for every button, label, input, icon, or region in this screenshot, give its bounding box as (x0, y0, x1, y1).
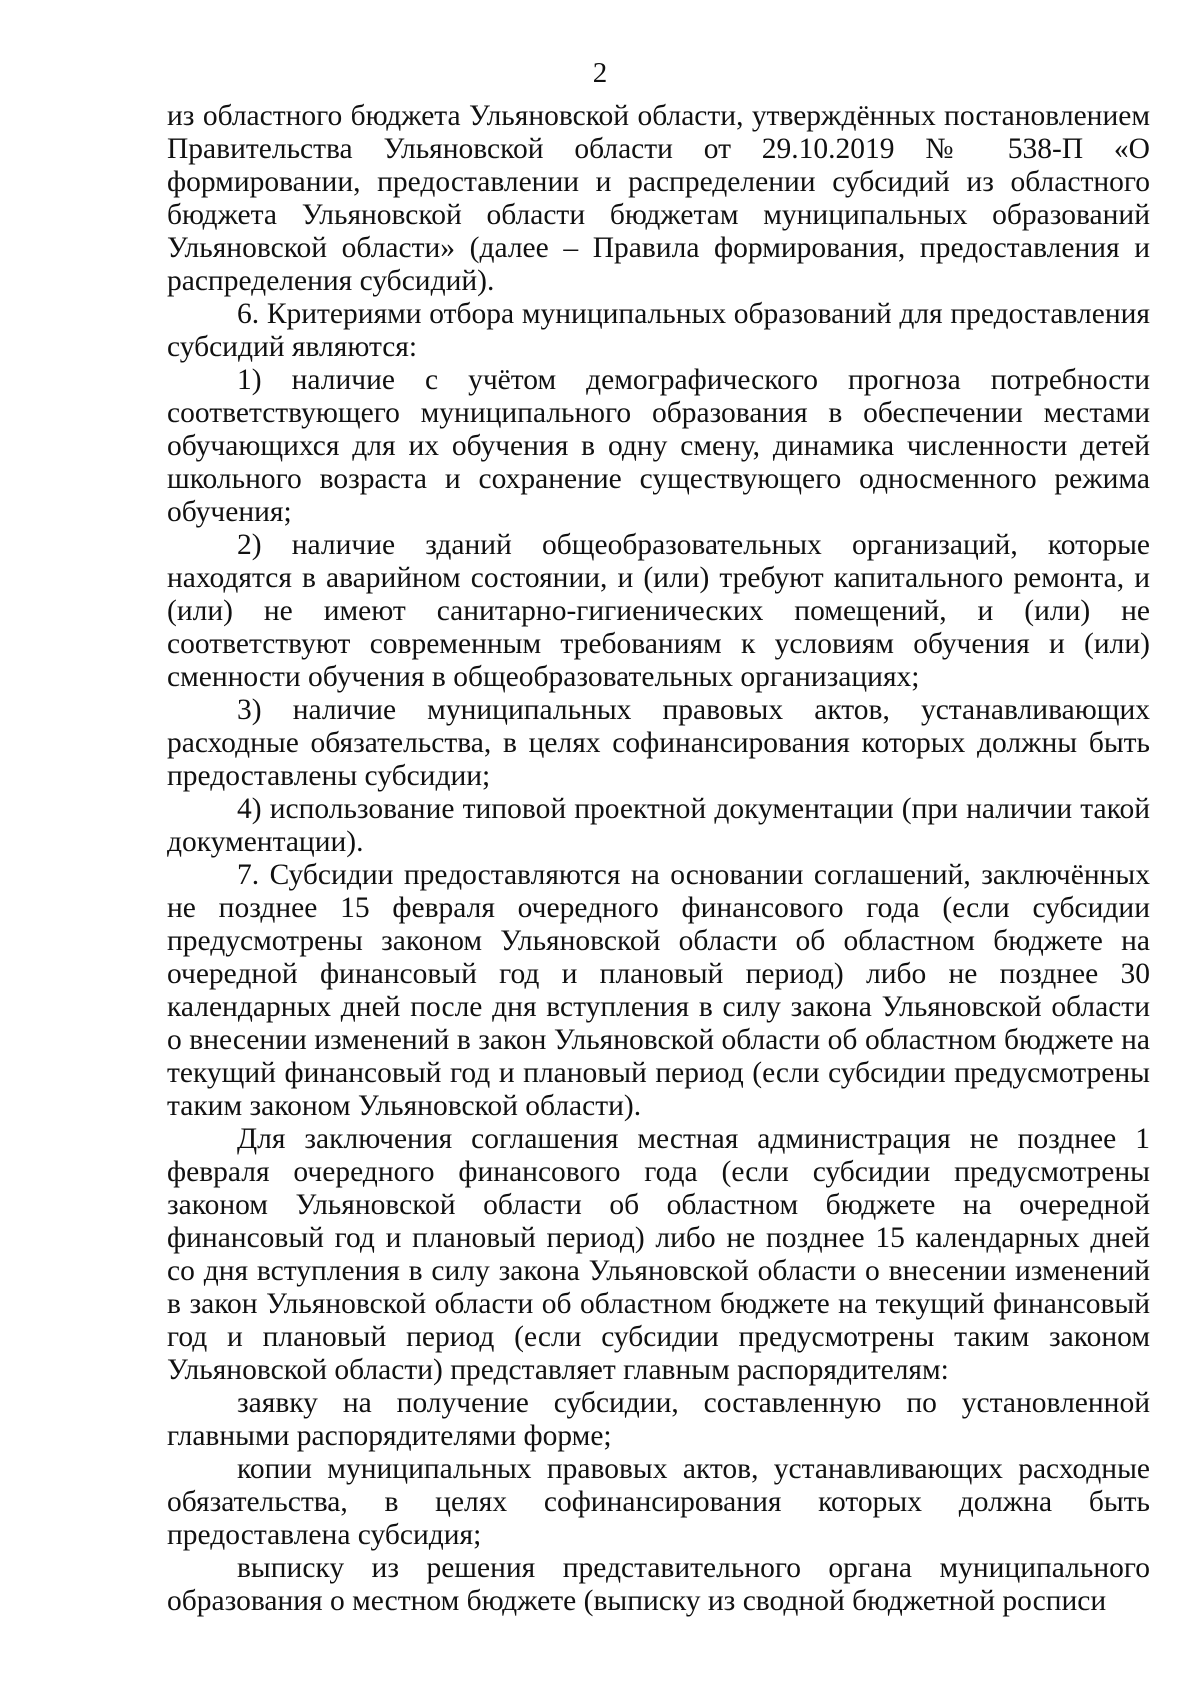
paragraph-application-request: заявку на получение субсидии, составленную по установленной главными распорядителями форме; (167, 1387, 1150, 1452)
paragraph-continuation-rules: из областного бюджета Ульяновской области, утверждённых постановлением Правительства Ульяновской области от 29.10.2019 № 538-П «О формировании, предоставлении и распределении субсидий из областного бюджета Ульяновской области бюджетам муниципальных образований Ульяновской области» (далее – Правила формирования, предоставления и распределения субсидий). (167, 100, 1150, 297)
paragraph-criterion-3: 3) наличие муниципальных правовых актов, устанавливающих расходные обязательства, в целях софинансирования которых должны быть предоставлены субсидии; (167, 694, 1150, 792)
paragraph-agreement-procedure: Для заключения соглашения местная администрация не позднее 1 февраля очередного финансового года (если субсидии предусмотрены законом Ульяновской области об областном бюджете на очередной финансовый год и плановый период) либо не позднее 15 календарных дней со дня вступления в силу закона Ульяновской области о внесении изменений в закон Ульяновской области об областном бюджете на текущий финансовый год и плановый период (если субсидии предусмотрены таким законом Ульяновской области) представляет главным распорядителям: (167, 1123, 1150, 1386)
page-number: 2 (592, 57, 608, 89)
paragraph-criterion-2: 2) наличие зданий общеобразовательных организаций, которые находятся в аварийном состоянии, и (или) требуют капитального ремонта, и (или) не имеют санитарно-гигиенических помещений, и (или) не соответствуют современным требованиям к условиям обучения и (или) сменности обучения в общеобразовательных организациях; (167, 529, 1150, 693)
paragraph-criterion-4: 4) использование типовой проектной документации (при наличии такой документации). (167, 793, 1150, 858)
paragraph-budget-extract: выписку из решения представительного органа муниципального образования о местном бюджете (выписку из сводной бюджетной росписи (167, 1552, 1150, 1617)
paragraph-item-6-criteria: 6. Критериями отбора муниципальных образований для предоставления субсидий являются: (167, 298, 1150, 363)
paragraph-criterion-1: 1) наличие с учётом демографического прогноза потребности соответствующего муниципального образования в обеспечении местами обучающихся для их обучения в одну смену, динамика численности детей школьного возраста и сохранение существующего односменного режима обучения; (167, 364, 1150, 528)
paragraph-legal-acts-copies: копии муниципальных правовых актов, устанавливающих расходные обязательства, в целях софинансирования которых должна быть предоставлена субсидия; (167, 1453, 1150, 1551)
paragraph-item-7-agreements: 7. Субсидии предоставляются на основании соглашений, заключённых не позднее 15 февраля очередного финансового года (если субсидии предусмотрены законом Ульяновской области об областном бюджете на очередной финансовый год и плановый период) либо не позднее 30 календарных дней после дня вступления в силу закона Ульяновской области о внесении изменений в закон Ульяновской области об областном бюджете на текущий финансовый год и плановый период (если субсидии предусмотрены таким законом Ульяновской области). (167, 859, 1150, 1122)
document-body (167, 100, 1150, 1618)
